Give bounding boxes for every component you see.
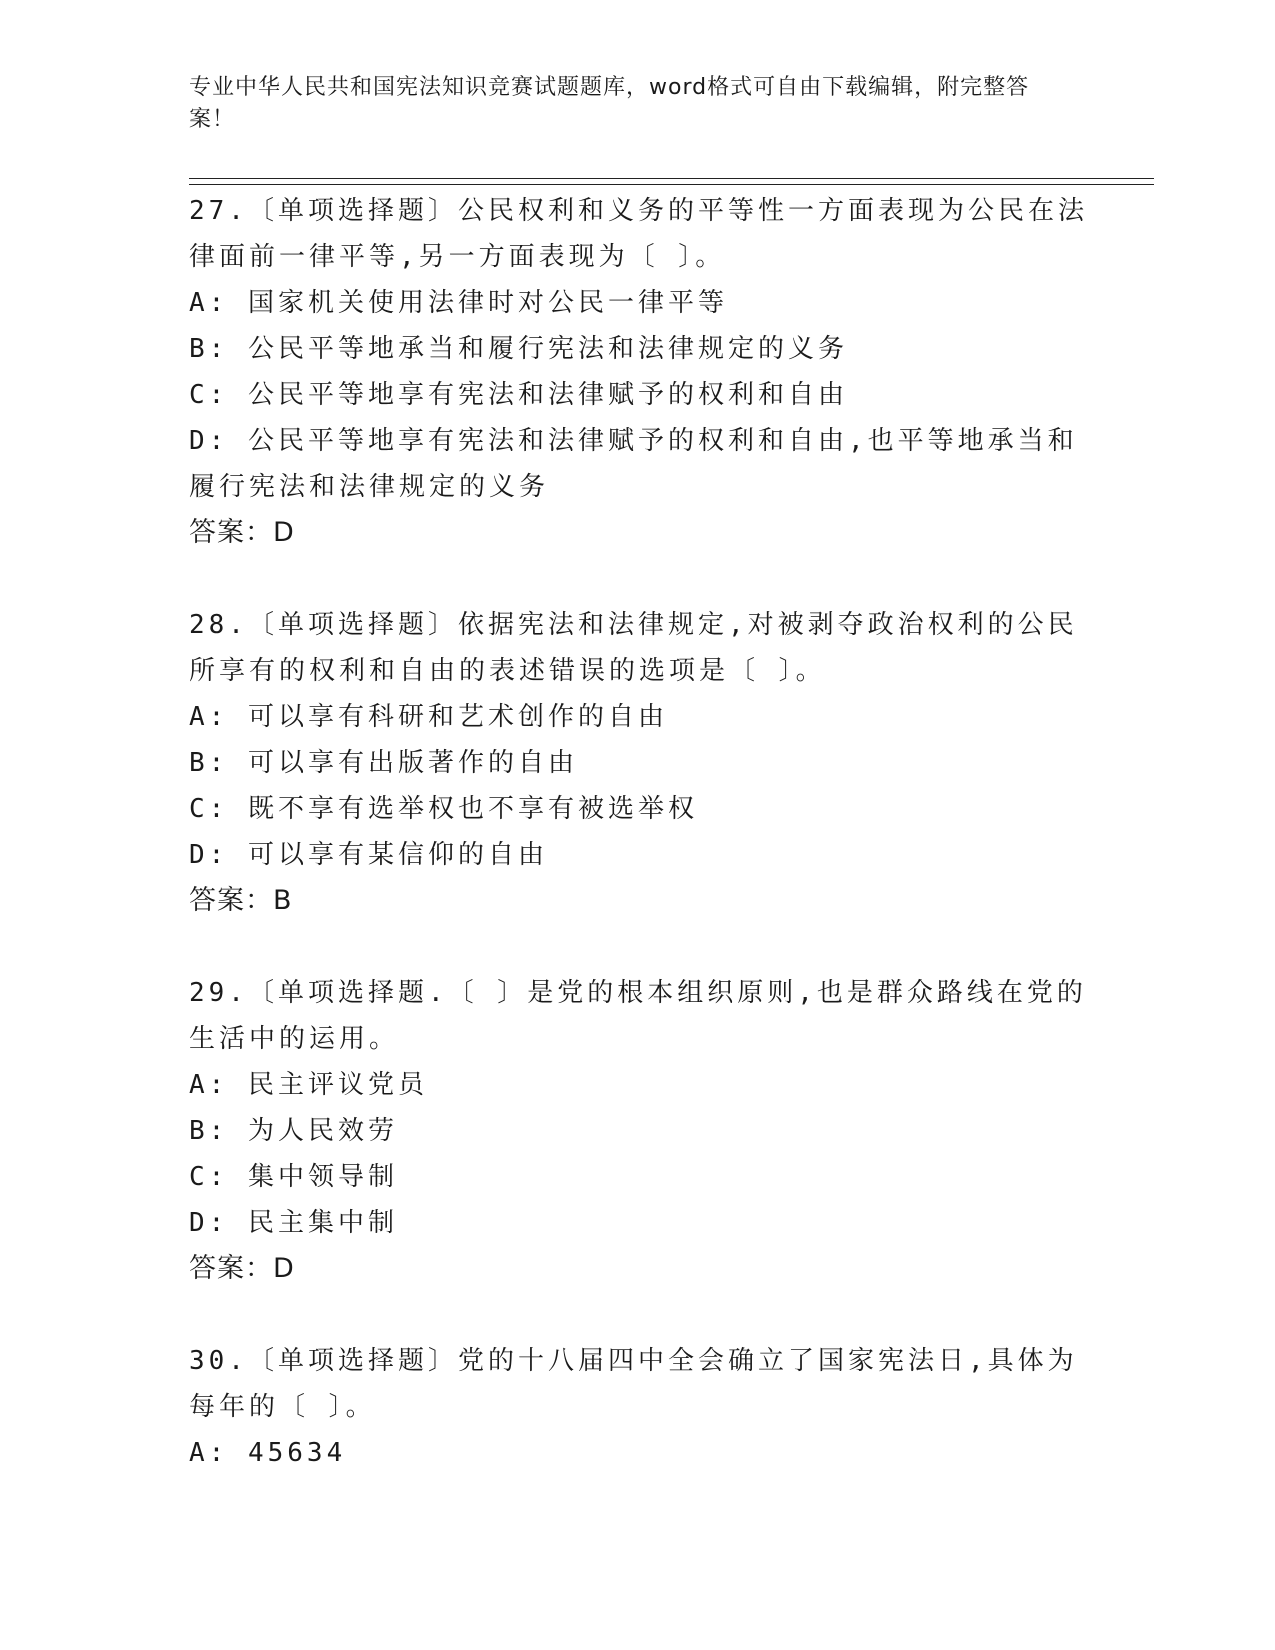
option-text: 为人民效劳 <box>247 1116 398 1146</box>
header-divider-bottom <box>189 184 1154 185</box>
question-stem: 30.〔单项选择题〕党的十八届四中全会确立了国家宪法日,具体为每年的〔 〕。 <box>189 1346 1078 1422</box>
answer-value: D <box>273 517 295 548</box>
option-text: 公民平等地享有宪法和法律赋予的权利和自由 <box>247 380 848 410</box>
option-letter: A: <box>189 1070 229 1100</box>
option-letter: A: <box>189 288 229 318</box>
question-29 <box>189 970 1089 1292</box>
option-letter: D: <box>189 840 229 870</box>
option-letter: C: <box>189 1162 229 1192</box>
option-text: 民主评议党员 <box>247 1070 428 1100</box>
answer-line <box>189 510 1089 556</box>
question-stem: 27.〔单项选择题〕公民权利和义务的平等性一方面表现为公民在法律面前一律平等,另一方面表现为〔 〕。 <box>189 196 1088 272</box>
option-b <box>189 740 1089 786</box>
option-letter: D: <box>189 1208 229 1238</box>
question-30 <box>189 1338 1089 1476</box>
option-letter: B: <box>189 1116 229 1146</box>
option-d <box>189 418 1089 510</box>
option-text: 既不享有选举权也不享有被选举权 <box>247 794 698 824</box>
option-letter: B: <box>189 748 229 778</box>
answer-label: 答案： <box>189 517 273 548</box>
answer-label: 答案： <box>189 1253 273 1284</box>
spacer <box>189 556 1089 602</box>
question-stem: 28.〔单项选择题〕依据宪法和法律规定,对被剥夺政治权利的公民所享有的权利和自由的表述错误的选项是〔 〕。 <box>189 610 1078 686</box>
option-d <box>189 1200 1089 1246</box>
answer-line <box>189 878 1089 924</box>
option-a <box>189 1430 1089 1476</box>
option-c <box>189 372 1089 418</box>
option-letter: C: <box>189 794 229 824</box>
option-c <box>189 786 1089 832</box>
question-28 <box>189 602 1089 924</box>
question-list <box>189 188 1089 1476</box>
spacer <box>189 924 1089 970</box>
option-text: 民主集中制 <box>247 1208 398 1238</box>
option-d <box>189 832 1089 878</box>
option-a <box>189 694 1089 740</box>
answer-line <box>189 1246 1089 1292</box>
option-letter: A: <box>189 702 229 732</box>
document-header: 专业中华人民共和国宪法知识竞赛试题题库，word格式可自由下载编辑，附完整答案！ <box>189 75 1030 132</box>
option-letter: D: <box>189 426 229 456</box>
option-text: 国家机关使用法律时对公民一律平等 <box>247 288 728 318</box>
option-letter: C: <box>189 380 229 410</box>
question-stem: 29.〔单项选择题.〔 〕是党的根本组织原则,也是群众路线在党的生活中的运用。 <box>189 978 1087 1054</box>
option-text: 公民平等地承当和履行宪法和法律规定的义务 <box>247 334 848 364</box>
option-c <box>189 1154 1089 1200</box>
option-a <box>189 280 1089 326</box>
option-a <box>189 1062 1089 1108</box>
option-text: 45634 <box>247 1438 347 1468</box>
option-text: 可以享有出版著作的自由 <box>247 748 578 778</box>
option-b <box>189 326 1089 372</box>
answer-value: D <box>273 1253 295 1284</box>
option-letter: A: <box>189 1438 229 1468</box>
option-letter: B: <box>189 334 229 364</box>
header-divider-top <box>189 178 1154 179</box>
option-b <box>189 1108 1089 1154</box>
option-text: 集中领导制 <box>247 1162 398 1192</box>
option-text: 公民平等地享有宪法和法律赋予的权利和自由,也平等地承当和履行宪法和法律规定的义务 <box>189 426 1078 502</box>
question-27 <box>189 188 1089 556</box>
answer-value: B <box>273 885 293 916</box>
answer-label: 答案： <box>189 885 273 916</box>
spacer <box>189 1292 1089 1338</box>
option-text: 可以享有某信仰的自由 <box>247 840 548 870</box>
option-text: 可以享有科研和艺术创作的自由 <box>247 702 668 732</box>
